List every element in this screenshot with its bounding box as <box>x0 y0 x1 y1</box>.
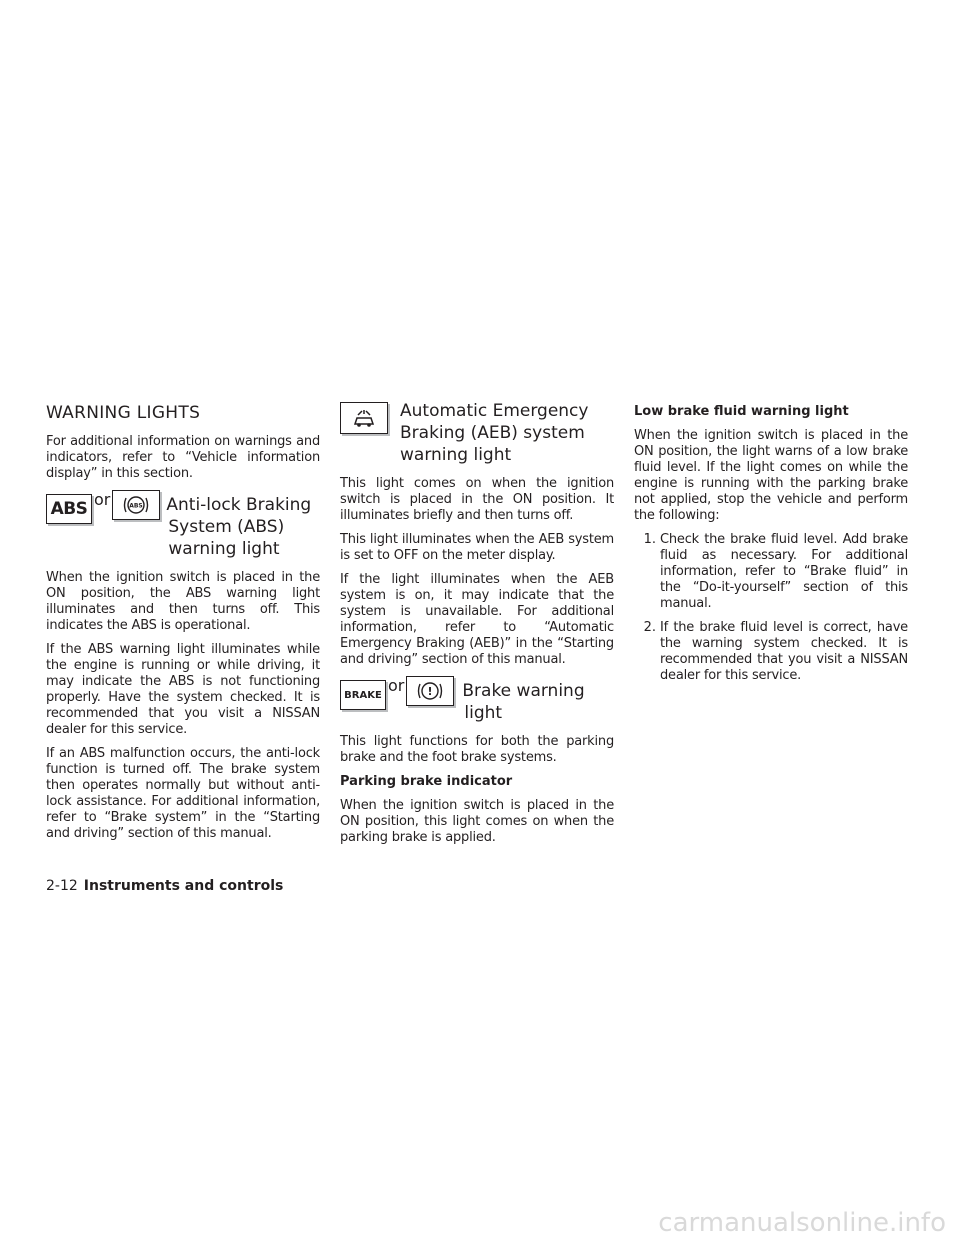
aeb-paragraph-3: If the light illuminates when the AEB system is on, it may indicate that the system is unavailable. For additional information, refer to “Automatic Emergency Braking (AEB)” in the “Starting and driving” section of this manual. <box>340 572 614 667</box>
parking-brake-paragraph: When the ignition switch is placed in the ON position, this light comes on when the parking brake is applied. <box>340 798 614 845</box>
aeb-light-title: Automatic Emergency Braking (AEB) system warning light <box>400 401 589 465</box>
low-brake-fluid-paragraph: When the ignition switch is placed in the ON position, the light warns of a low brake fluid level. If the light comes on while the engine is running with the parking brake not applied, stop the vehicle and perform the following: <box>634 428 908 523</box>
abs-light-heading <box>46 490 320 560</box>
list-item: 1. Check the brake fluid level. Add brake fluid as necessary. For additional information, refer to “Brake fluid” in the “Do-it-yourself” section of this manual. <box>643 532 908 611</box>
or-label: or <box>94 490 111 509</box>
aeb-light-heading <box>340 400 614 466</box>
abs-light-title: Anti-lock Braking System (ABS) warning light <box>166 495 312 559</box>
watermark: carmanualsonline.info <box>658 1208 946 1238</box>
brake-paragraph-1: This light functions for both the parking brake and the foot brake systems. <box>340 734 614 765</box>
abs-paragraph-3: If an ABS malfunction occurs, the anti-lock function is turned off. The brake system then operates normally but without anti-lock assistance. For additional information, refer to “Brake system” in the “Starting and driving” section of this manual. <box>46 746 320 841</box>
brake-light-title: Brake warning light <box>462 681 585 723</box>
or-label: or <box>388 676 405 695</box>
page-footer <box>46 877 283 895</box>
svg-text:!: ! <box>427 685 433 698</box>
brake-exclamation-icon <box>406 676 454 706</box>
list-item: 2. If the brake fluid level is correct, have the warning system checked. It is recommended that you visit a NISSAN dealer for this service. <box>643 620 908 683</box>
column-1 <box>46 400 320 850</box>
page-number: 2-12 <box>46 878 78 894</box>
brake-light-heading <box>340 676 614 724</box>
abs-circle-icon <box>112 490 160 520</box>
abs-text-icon: ABS <box>46 494 92 524</box>
column-2 <box>340 400 614 854</box>
section-heading: WARNING LIGHTS <box>46 403 201 423</box>
svg-text:ABS: ABS <box>129 502 144 510</box>
intro-paragraph: For additional information on warnings and indicators, refer to “Vehicle information display” in this section. <box>46 434 320 481</box>
aeb-paragraph-2: This light illuminates when the AEB system is set to OFF on the meter display. <box>340 532 614 563</box>
abs-paragraph-2: If the ABS warning light illuminates while the engine is running or while driving, it may indicate the ABS is not functioning properly. Have the system checked. It is recommended that you visit a NISSAN dealer for this service. <box>46 642 320 737</box>
low-brake-fluid-subheading: Low brake fluid warning light <box>634 404 849 419</box>
brake-text-icon: BRAKE <box>340 680 386 710</box>
section-title: Instruments and controls <box>83 878 284 894</box>
column-3 <box>634 404 908 692</box>
steps-list <box>634 532 908 684</box>
parking-brake-subheading: Parking brake indicator <box>340 774 513 789</box>
aeb-warning-icon <box>340 402 388 434</box>
abs-paragraph-1: When the ignition switch is placed in the ON position, the ABS warning light illuminates and then turns off. This indicates the ABS is operational. <box>46 570 320 633</box>
aeb-paragraph-1: This light comes on when the ignition switch is placed in the ON position. It illuminates briefly and then turns off. <box>340 476 614 523</box>
